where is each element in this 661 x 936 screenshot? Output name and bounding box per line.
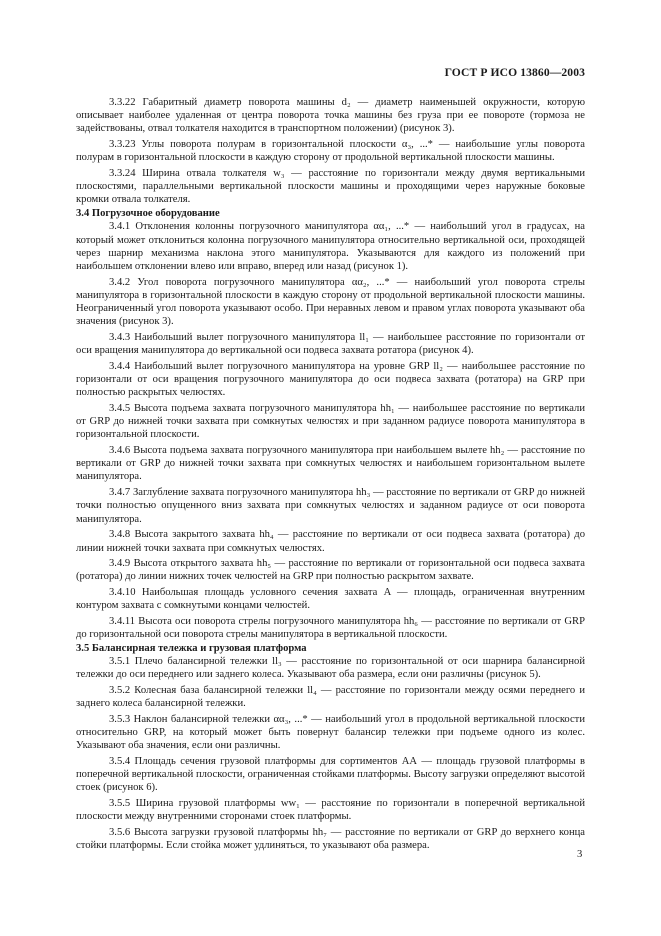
clause-3-3-24: 3.3.24 Ширина отвала толкателя w₃ — расстояние по горизонтали между двумя вертикальными плоскостями, параллельными вертикальной плоскости машины и проходящими через наружные боковые кромки отвала толкателя. xyxy=(76,168,585,206)
clause-3-4-4: 3.4.4 Наибольший вылет погрузочного манипулятора на уровне GRP ll₂ — наибольшее расстояние по горизонтали от оси вращения погрузочного манипулятора до оси подвеса захвата (ротатора) на GRP при полностью раскрытых челюстях. xyxy=(76,360,585,399)
section-heading-3-4: 3.4 Погрузочное оборудование xyxy=(76,208,220,220)
clause-3-5-3: 3.5.3 Наклон балансирной тележки αα₃, ...* — наибольший угол в продольной вертикальной плоскости относительно GRP, на который может быть повернут балансир тележки при подъеме одного из колес. Указывают оба значения, если они различны. xyxy=(76,713,585,752)
clause-3-4-5: 3.4.5 Высота подъема захвата погрузочного манипулятора hh₁ — наибольшее расстояние по вертикали от GRP до нижней точки захвата при сомкнутых челюстях и при заданном радиусе поворота манипулятора в горизонтальной плоскости. xyxy=(76,402,585,441)
page-number: 3 xyxy=(577,849,583,860)
clause-3-4-10: 3.4.10 Наибольшая площадь условного сечения захвата A — площадь, ограниченная внутренним контуром захвата с сомкнутыми концами челюстей. xyxy=(76,587,585,612)
clause-3-4-8: 3.4.8 Высота закрытого захвата hh₄ — расстояние по вертикали от оси подвеса захвата (ротатора) до линии нижней точки захвата при сомкнутых челюстях. xyxy=(76,529,585,554)
clause-3-4-2: 3.4.2 Угол поворота погрузочного манипулятора αα₂, ...* — наибольший угол поворота стрелы манипулятора в горизонтальной плоскости в каждую сторону от продольной вертикальной плоскости машины. Неограниченный угол поворота указывают особо. При неравных левом и правом углах поворота указывают оба значения (рисунок 3). xyxy=(76,276,585,328)
clause-3-3-23: 3.3.23 Углы поворота полурам в горизонтальной плоскости α₃, ...* — наибольшие углы поворота полурам в горизонтальной плоскости в каждую сторону от продольной вертикальной плоскости машины. xyxy=(76,139,585,164)
clause-3-4-6: 3.4.6 Высота подъема захвата погрузочного манипулятора при наибольшем вылете hh₂ — расстояние по вертикали от GRP до нижней точки захвата при сомкнутых челюстях и наибольшем горизонтальном вылете манипулятора. xyxy=(76,445,585,483)
clause-3-4-1: 3.4.1 Отклонения колонны погрузочного манипулятора αα₁, ...* — наибольший угол в градусах, на который может отклониться колонна погрузочного манипулятора относительно вертикальной оси, проходящей через шарнир механизма наклона этого манипулятора. Указываются для каждого из положений при наибольшем отклонении влево или вправо, вперед или назад (рисунок 1). xyxy=(76,221,585,272)
clause-3-5-1: 3.5.1 Плечо балансирной тележки ll₃ — расстояние по горизонтальной от оси шарнира балансирной тележки до оси переднего или заднего колеса. Указывают оба размера, если они различны (рисунок 5). xyxy=(76,656,585,681)
clause-3-5-4: 3.5.4 Площадь сечения грузовой платформы для сортиментов АА — площадь грузовой платформы в поперечной вертикальной плоскости, ограниченная стойками платформы. Высоту загрузки определяют высотой стоек (рисунок 6). xyxy=(76,756,585,794)
clause-3-4-11: 3.4.11 Высота оси поворота стрелы погрузочного манипулятора hh₆ — расстояние по вертикали от GRP до горизонтальной оси поворота стрелы манипулятора в вертикальной плоскости. xyxy=(76,616,585,641)
clause-3-4-3: 3.4.3 Наибольший вылет погрузочного манипулятора ll₁ — наибольшее расстояние по горизонтали от оси вращения манипулятора до вертикальной оси подвеса захвата ротатора (рисунок 4). xyxy=(76,331,585,357)
clause-3-5-5: 3.5.5 Ширина грузовой платформы ww₁ — расстояние по горизонтали в поперечной вертикальной плоскости между внутренними сторонами стоек платформы. xyxy=(76,798,585,823)
clause-3-5-6: 3.5.6 Высота загрузки грузовой платформы hh₇ — расстояние по вертикали от GRP до верхнего конца стойки платформы. Если стойка может удлиняться, то указывают оба размера. xyxy=(76,827,585,852)
clause-3-4-9: 3.4.9 Высота открытого захвата hh₅ — расстояние по вертикали от горизонтальной оси подвеса захвата (ротатора) до линии нижних точек челюстей на GRP при полностью раскрытом захвате. xyxy=(76,558,585,583)
clause-3-4-7: 3.4.7 Заглубление захвата погрузочного манипулятора hh₃ — расстояние по вертикали от GRP до нижней точки полностью опущенного вниз захвата при сомкнутых челюстях и заданном радиусе от оси поворота манипулятора. xyxy=(76,487,585,525)
clause-3-5-2: 3.5.2 Колесная база балансирной тележки ll₄ — расстояние по горизонтали между осями переднего и заднего колеса балансирной тележки. xyxy=(76,685,585,710)
document-body xyxy=(76,96,585,855)
document-header: ГОСТ Р ИСО 13860—2003 xyxy=(444,66,585,79)
section-heading-3-5: 3.5 Балансирная тележка и грузовая платформа xyxy=(76,642,307,654)
clause-3-3-22: 3.3.22 Габаритный диаметр поворота машины d₂ — диаметр наименьшей окружности, которую описывает наиболее удаленная от центра поворота точка машины без груза при ее повороте (тормоза не задействованы, отвал толкателя находится в транспортном положении) (рисунок 3). xyxy=(76,97,585,135)
